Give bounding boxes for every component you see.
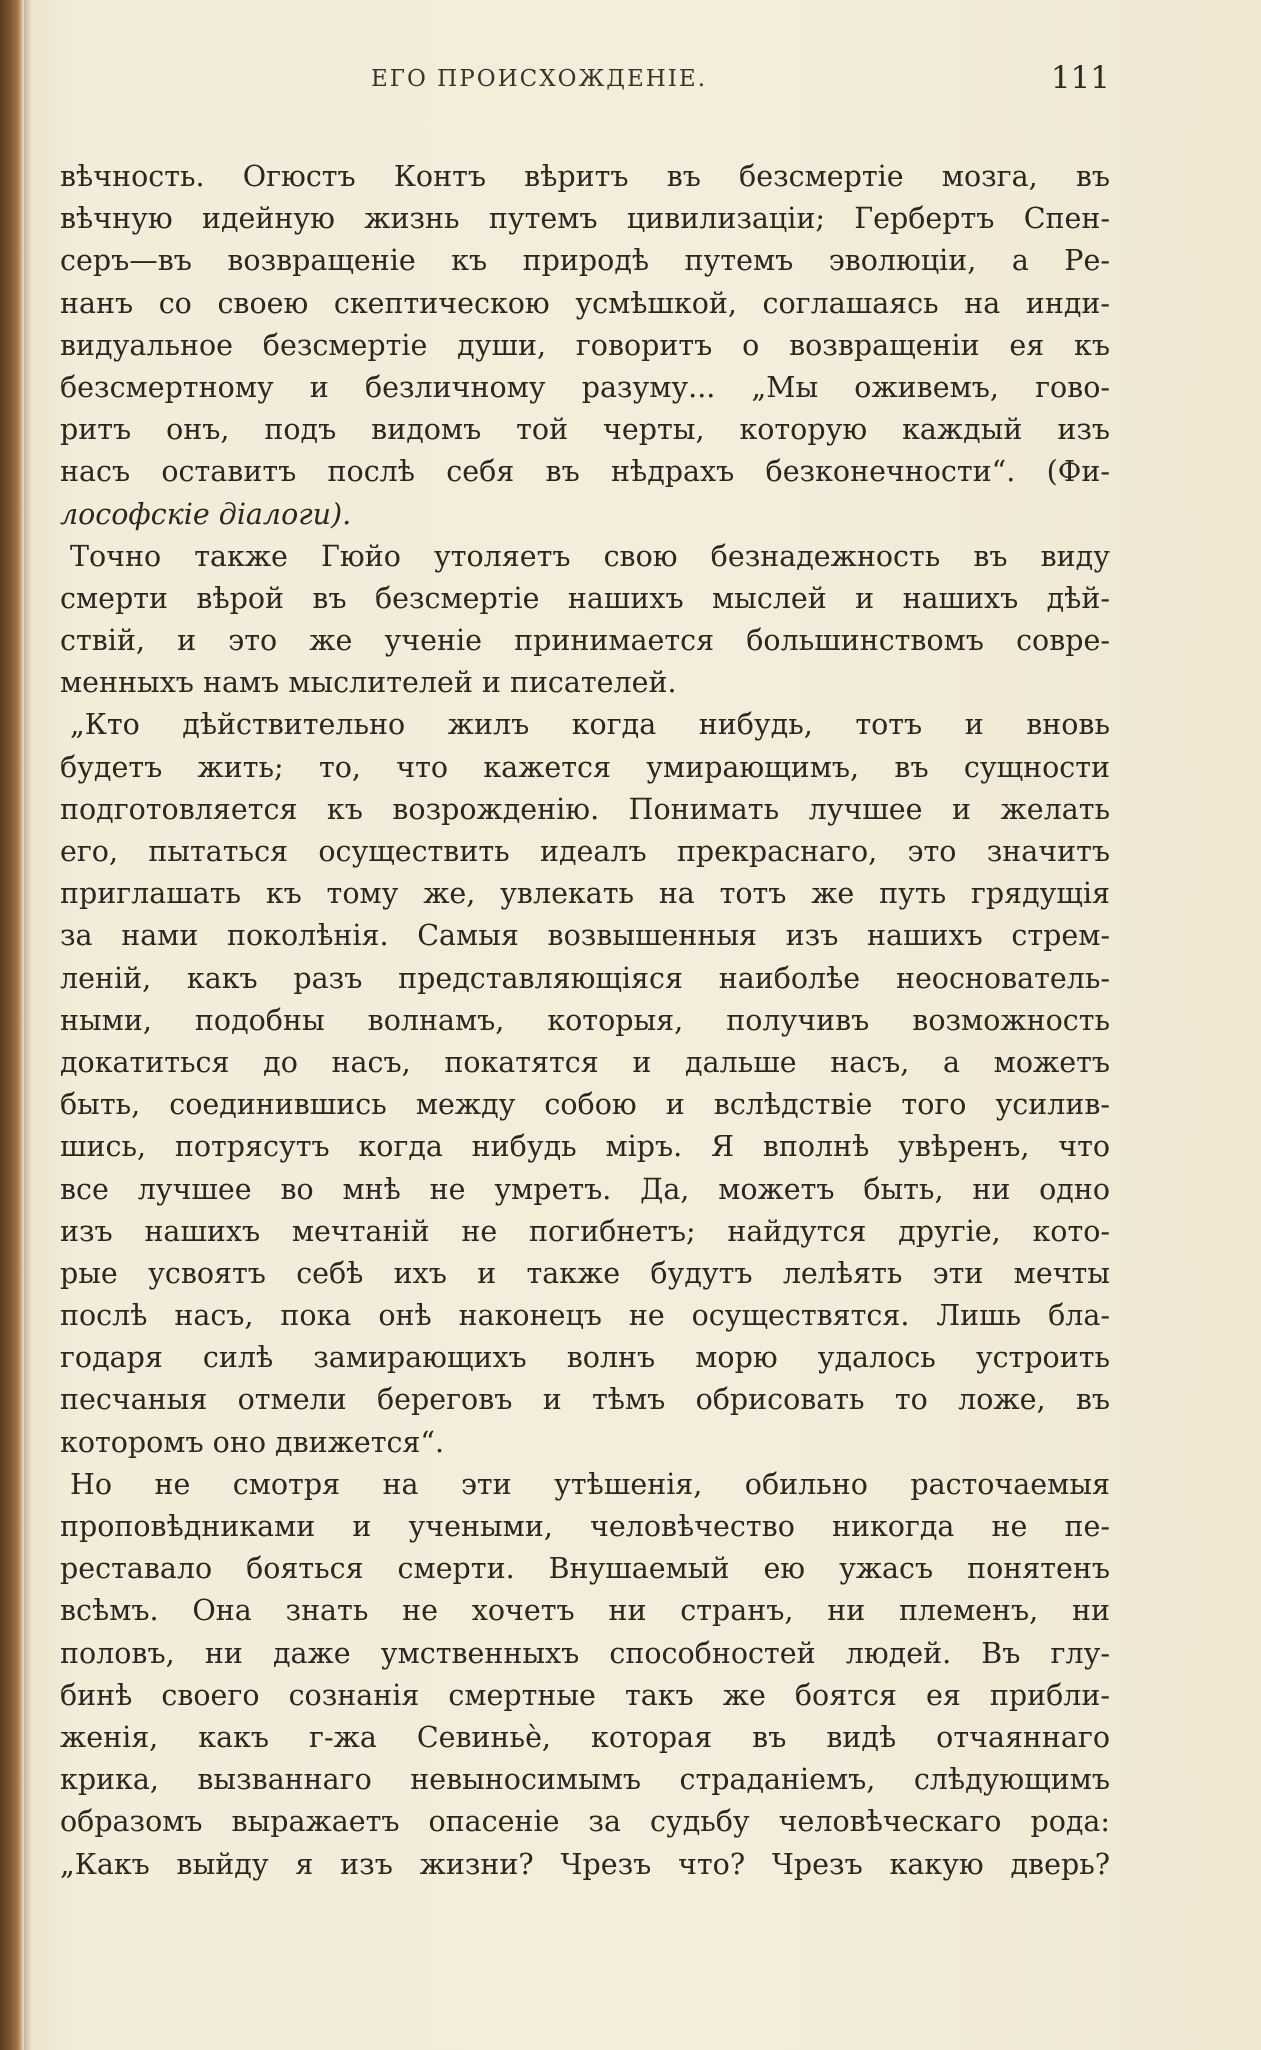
text-line: смерти вѣрой въ безсмертіе нашихъ мыслей и нашихъ дѣй- [60,581,1110,615]
text-line: леній, какъ разъ представляющіяся наиболѣе неоснователь- [60,961,1110,995]
text-line: его, пытаться осуществить идеалъ прекраснаго, это значитъ [60,835,1110,868]
text-line: которомъ оно движется“. [60,1425,445,1459]
text-line: вѣчность. Огюстъ Контъ вѣритъ въ безсмертіе мозга, въ [60,160,1110,193]
page-number: 111 [1050,60,1110,96]
text-line: подготовляется къ возрожденію. Понимать лучшее и желать [60,792,1110,826]
text-line: послѣ насъ, пока онѣ наконецъ не осуществятся. Лишь бла- [60,1299,1110,1333]
text-line: ными, подобны волнамъ, которыя, получивъ возможность [60,1003,1110,1037]
text-line: „Кто дѣйствительно жилъ когда нибудь, тотъ и вновь [70,708,1110,742]
text-line: половъ, ни даже умственныхъ способностей людей. Въ глу- [60,1636,1110,1670]
text-line: все лучшее во мнѣ не умретъ. Да, можетъ быть, ни одно [60,1172,1110,1206]
text-line: реставало бояться смерти. Внушаемый ею ужасъ понятенъ [60,1552,1110,1586]
text-line: лософскіе діалоги). [60,497,352,531]
text-line: ствій, и это же ученіе принимается большинствомъ совре- [60,624,1110,658]
text-line: „Какъ выйду я изъ жизни? Чрезъ что? Чрезъ какую дверь? [60,1847,1110,1881]
text-line: образомъ выражаетъ опасеніе за судьбу человѣческаго рода: [60,1805,1110,1839]
book-binding [0,0,24,2050]
text-line: нанъ со своею скептическою усмѣшкой, соглашаясь на инди- [60,286,1110,320]
text-line: рые усвоятъ себѣ ихъ и также будутъ лелѣять эти мечты [60,1256,1110,1290]
text-line: приглашать къ тому же, увлекать на тотъ же путь грядущія [60,877,1110,911]
text-line: вѣчную идейную жизнь путемъ цивилизаціи; Гербертъ Спен- [60,202,1110,236]
running-head: ЕГО ПРОИСХОЖДЕНІЕ. [371,66,708,92]
text-line: Точно также Гюйо утоляетъ свою безнадежность въ виду [70,539,1110,573]
text-line: будетъ жить; то, что кажется умирающимъ, въ сущности [60,750,1110,784]
text-line: видуальное безсмертіе души, говоритъ о возвращеніи ея къ [60,328,1110,362]
text-line: всѣмъ. Она знать не хочетъ ни странъ, ни племенъ, ни [60,1594,1110,1628]
text-line: безсмертному и безличному разуму... „Мы оживемъ, гово- [60,370,1110,404]
page-header [60,60,1110,106]
text-line: Но не смотря на эти утѣшенія, обильно расточаемыя [70,1467,1110,1501]
text-line: ритъ онъ, подъ видомъ той черты, которую каждый изъ [60,413,1110,447]
text-line: песчаныя отмели береговъ и тѣмъ обрисовать то ложе, въ [60,1383,1110,1417]
binding-shadow [24,0,32,2050]
text-line: докатиться до насъ, покатятся и дальше насъ, а можетъ [60,1045,1110,1079]
text-line: бинѣ своего сознанія смертные такъ же боятся ея прибли- [60,1678,1110,1712]
text-line: быть, соединившись между собою и вслѣдствіе того усилив- [60,1088,1110,1122]
text-line: за нами поколѣнія. Самыя возвышенныя изъ нашихъ стрем- [60,919,1110,953]
text-line: серъ—въ возвращеніе къ природѣ путемъ эволюціи, а Ре- [60,244,1110,278]
text-line: насъ оставитъ послѣ себя въ нѣдрахъ безконечности“. (Фи- [60,455,1110,489]
body-text [60,156,1110,1886]
text-line: менныхъ намъ мыслителей и писателей. [60,666,677,700]
text-line: крика, вызваннаго невыносимымъ страданіемъ, слѣдующимъ [60,1763,1110,1797]
text-line: изъ нашихъ мечтаній не погибнетъ; найдутся другіе, кото- [60,1214,1110,1248]
text-line: годаря силѣ замирающихъ волнъ морю удалось устроить [60,1341,1110,1375]
text-line: проповѣдниками и учеными, человѣчество никогда не пе- [60,1510,1110,1543]
text-line: женія, какъ г-жа Севиньè, которая въ видѣ отчаяннаго [60,1720,1110,1754]
text-line: шись, потрясутъ когда нибудь міръ. Я вполнѣ увѣренъ, что [60,1130,1110,1164]
